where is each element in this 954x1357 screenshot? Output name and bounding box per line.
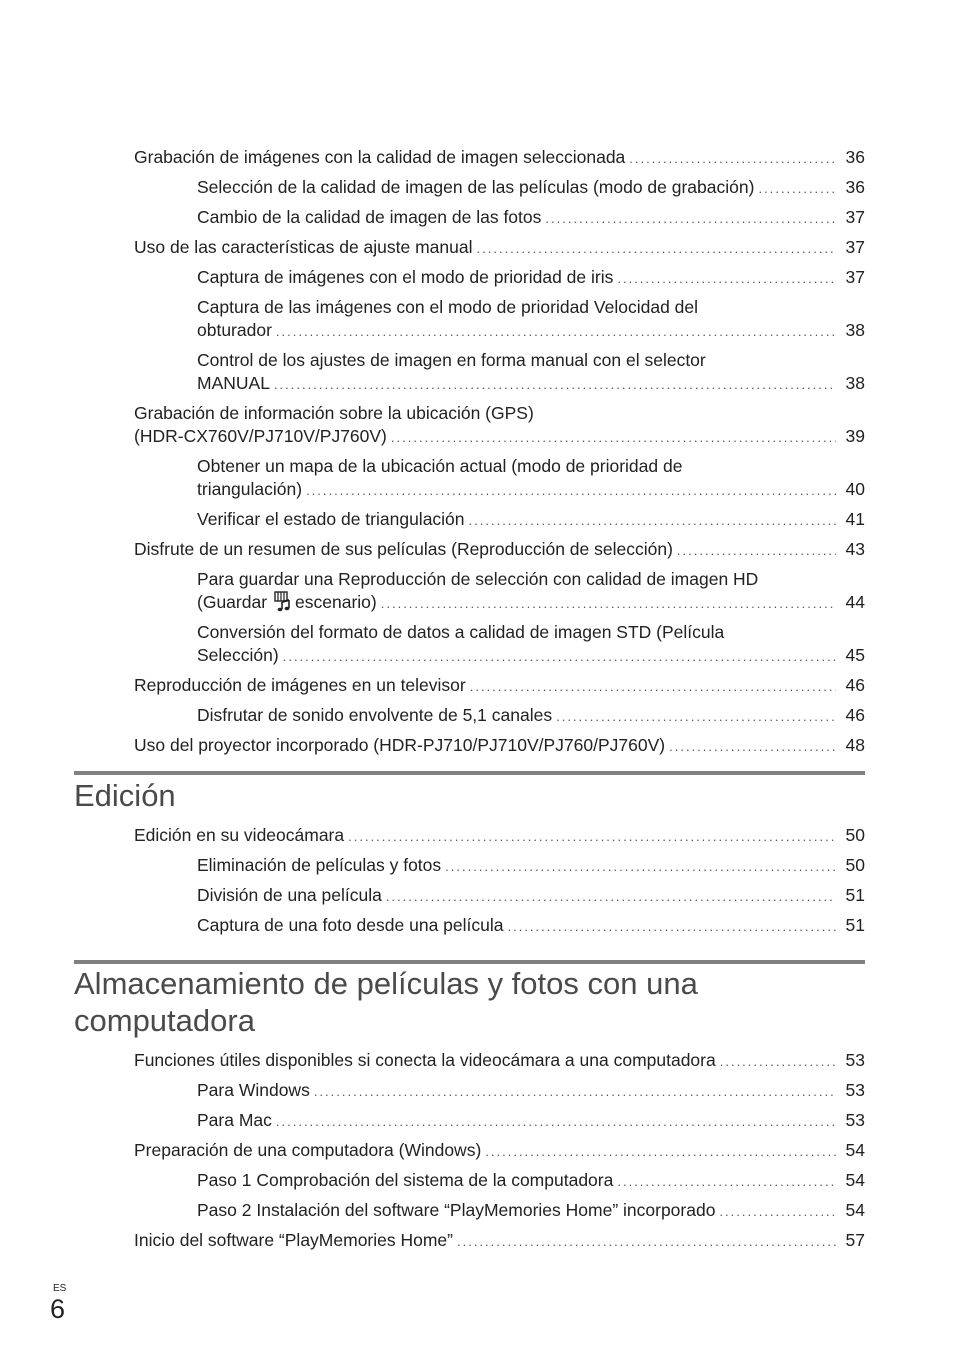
leader-dots [314,1080,836,1103]
leader-dots [470,675,836,698]
leader-dots [617,1170,836,1193]
toc-entry-title: Paso 1 Comprobación del sistema de la computadora [197,1170,614,1190]
toc-subentry[interactable] [197,176,865,200]
toc-entry-page: 36 [845,177,865,197]
toc-entry-title: Captura de imágenes con el modo de prioridad de iris [197,267,614,287]
toc-entry-page: 44 [845,592,865,612]
toc-entry[interactable] [134,1049,865,1073]
toc-entry-title: Eliminación de películas y fotos [197,855,442,875]
toc-entry-title: Verificar el estado de triangulación [197,509,465,529]
leader-dots [283,645,836,668]
toc-entry-title-end: escenario) [295,592,377,612]
toc-entry-title: MANUAL [197,373,270,393]
section-heading [74,965,698,1039]
toc-entry[interactable] [134,734,865,758]
toc-subentry[interactable] [197,206,865,230]
toc-subentry[interactable] [197,1199,865,1223]
leader-dots [276,1110,836,1133]
leader-dots [391,426,836,449]
toc-entry-title-line1: Obtener un mapa de la ubicación actual (modo de prioridad de [197,456,683,476]
toc-entry-page: 36 [845,147,865,167]
toc-entry-title: Uso del proyector incorporado (HDR-PJ710/PJ710V/PJ760/PJ760V) [134,735,666,755]
toc-entry-title: Preparación de una computadora (Windows) [134,1140,482,1160]
toc-entry-title: Para Windows [197,1080,310,1100]
footer-page-number: 6 [50,1294,66,1324]
toc-subentry[interactable] [197,349,865,396]
toc-entry-title: Selección) [197,645,279,665]
toc-entry-page: 53 [845,1080,865,1100]
toc-entry-title: División de una película [197,885,382,905]
toc-entry-page: 57 [845,1230,865,1250]
toc-subentry[interactable] [197,266,865,290]
leader-dots [720,1050,836,1073]
leader-dots [306,479,836,502]
toc-entry-title: Inicio del software “PlayMemories Home” [134,1230,453,1250]
toc-edicion-list [134,824,865,938]
toc-entry-page: 50 [845,855,865,875]
leader-dots [617,267,836,290]
toc-entry-title: Grabación de imágenes con la calidad de imagen seleccionada [134,147,626,167]
leader-dots [556,705,836,728]
toc-entry-page: 54 [845,1170,865,1190]
toc-subentry[interactable] [197,854,865,878]
toc-top-list [134,146,865,758]
toc-entry-page: 43 [845,539,865,559]
toc-subentry[interactable] [197,508,865,532]
toc-entry-page: 41 [845,509,865,529]
toc-entry-page: 51 [845,915,865,935]
leader-dots [457,1230,836,1253]
toc-subentry[interactable] [197,296,865,343]
section-heading-line1: Almacenamiento de películas y fotos con una [74,966,698,1001]
toc-entry[interactable] [134,824,865,848]
toc-subentry[interactable] [197,1169,865,1193]
toc-almacenamiento-list [134,1049,865,1253]
toc-entry-title: Reproducción de imágenes en un televisor [134,675,466,695]
toc-entry-title: Selección de la calidad de imagen de las películas (modo de grabación) [197,177,755,197]
toc-subentry[interactable] [197,704,865,728]
toc-entry[interactable] [134,674,865,698]
leader-dots [381,592,836,615]
section-divider [74,771,865,775]
leader-dots [477,237,837,260]
toc-entry[interactable] [134,236,865,260]
section-divider [74,960,865,964]
toc-entry[interactable] [134,538,865,562]
toc-entry-page: 53 [845,1050,865,1070]
toc-entry[interactable] [134,402,865,449]
toc-entry-title-line1: Conversión del formato de datos a calidad de imagen STD (Película [197,622,725,642]
toc-entry-page: 54 [845,1140,865,1160]
toc-entry-title-line1: Grabación de información sobre la ubicación (GPS) [134,403,534,423]
toc-entry-title: Disfrutar de sonido envolvente de 5,1 canales [197,705,553,725]
music-scenario-icon [267,591,295,614]
toc-entry-title-line1: Control de los ajustes de imagen en forma manual con el selector [197,350,706,370]
toc-entry-page: 38 [845,320,865,340]
toc-entry-page: 40 [845,479,865,499]
toc-subentry[interactable] [197,914,865,938]
toc-entry-title: Cambio de la calidad de imagen de las fotos [197,207,542,227]
toc-entry[interactable] [134,146,865,170]
toc-entry-title-line1: Para guardar una Reproducción de selección con calidad de imagen HD [197,569,759,589]
leader-dots [669,735,836,758]
toc-entry-title: Para Mac [197,1110,272,1130]
toc-entry-page: 54 [845,1200,865,1220]
toc-entry-page: 46 [845,705,865,725]
toc-subentry[interactable] [197,1079,865,1103]
toc-entry-title: obturador [197,320,272,340]
leader-dots [348,825,836,848]
toc-entry-title: Paso 2 Instalación del software “PlayMemories Home” incorporado [197,1200,716,1220]
leader-dots [719,1200,836,1223]
toc-entry[interactable] [134,1139,865,1163]
toc-entry-title: Funciones útiles disponibles si conecta la videocámara a una computadora [134,1050,716,1070]
toc-subentry[interactable] [197,455,865,502]
toc-entry-title-line1: Captura de las imágenes con el modo de prioridad Velocidad del [197,297,699,317]
toc-entry-page: 37 [845,267,865,287]
toc-entry-page: 51 [845,885,865,905]
toc-entry-page: 48 [845,735,865,755]
leader-dots [507,915,836,938]
toc-subentry[interactable] [197,884,865,908]
toc-entry-title: triangulación) [197,479,303,499]
toc-entry-title: Disfrute de un resumen de sus películas (Reproducción de selección) [134,539,673,559]
toc-subentry[interactable] [197,1109,865,1133]
leader-dots [386,885,836,908]
leader-dots [276,320,836,343]
toc-entry-page: 46 [845,675,865,695]
leader-dots [274,373,836,396]
toc-entry-page: 37 [845,237,865,257]
toc-entry-page: 39 [845,426,865,446]
toc-entry[interactable] [134,1229,865,1253]
toc-entry-page: 37 [845,207,865,227]
footer-language-code: ES [53,1283,67,1294]
leader-dots [445,855,836,878]
leader-dots [758,177,836,200]
leader-dots [545,207,836,230]
section-heading-line2: computadora [74,1003,255,1038]
toc-entry-page: 50 [845,825,865,845]
toc-entry-page: 53 [845,1110,865,1130]
toc-entry-title: Edición en su videocámara [134,825,345,845]
toc-entry-title: (HDR-CX760V/PJ710V/PJ760V) [134,426,387,446]
toc-subentry[interactable] [197,568,865,615]
toc-entry-title: Uso de las características de ajuste manual [134,237,473,257]
toc-entry-title-start: (Guardar [197,592,268,612]
toc-subentry[interactable] [197,621,865,668]
leader-dots [677,539,836,562]
leader-dots [629,147,836,170]
toc-entry-page: 38 [845,373,865,393]
toc-entry-title: Captura de una foto desde una película [197,915,504,935]
toc-entry-page: 45 [845,645,865,665]
leader-dots [469,509,836,532]
leader-dots [485,1140,836,1163]
section-heading: Edición [74,778,176,813]
